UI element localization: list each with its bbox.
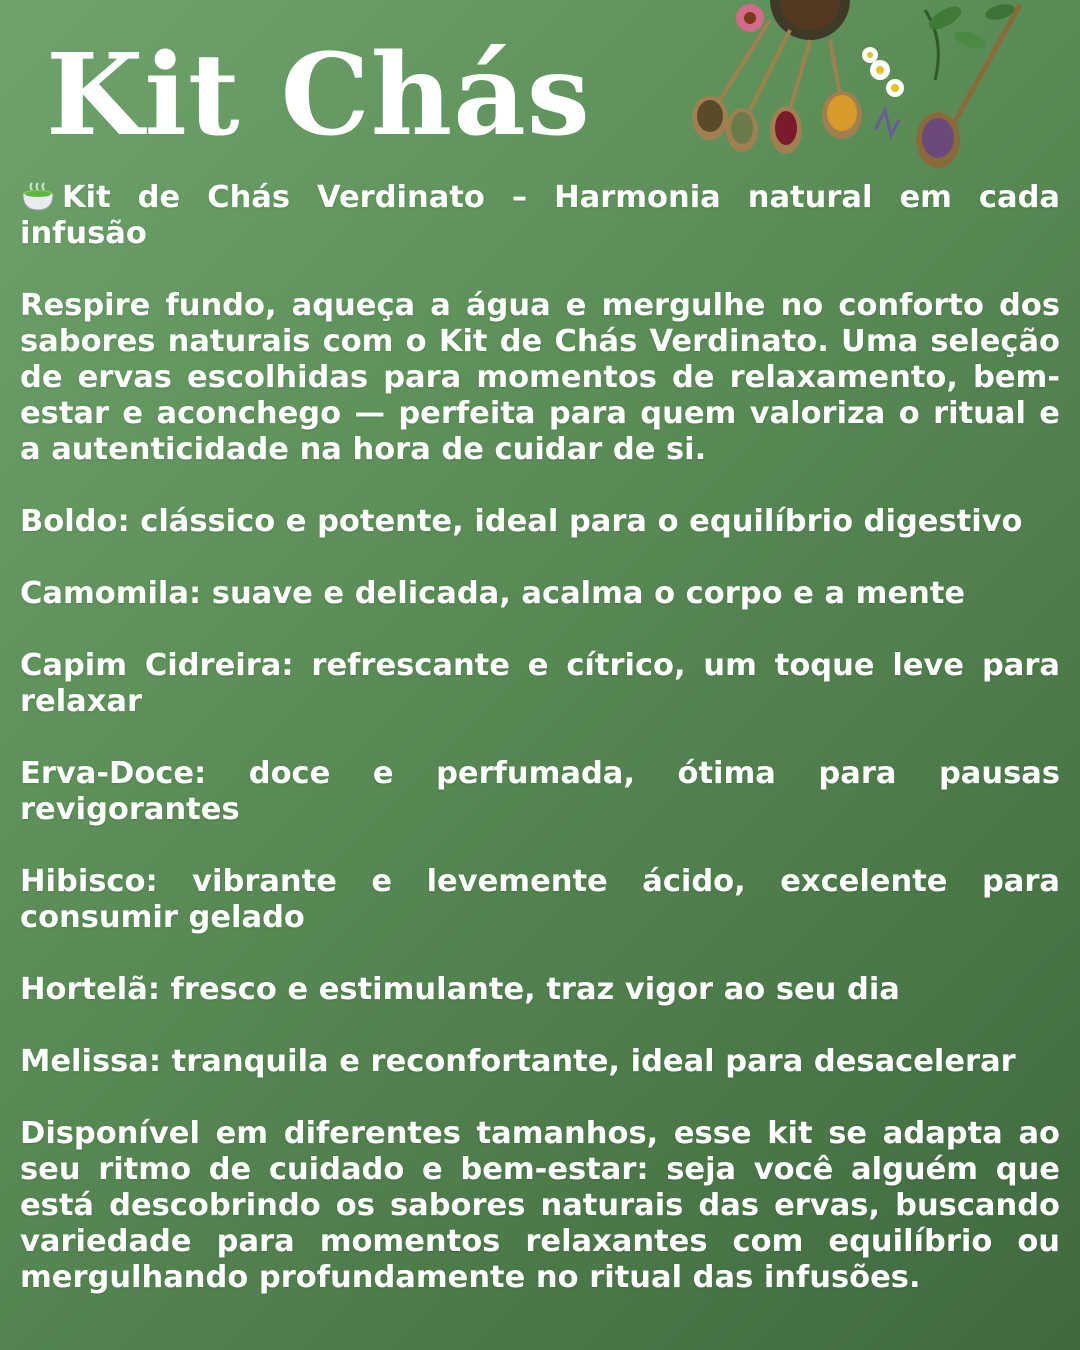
closing-paragraph: Disponível em diferentes tamanhos, esse kit se adapta ao seu ritmo de cuidado e bem-estar: seja você alguém que está descobrindo os sabores naturais das ervas, buscando variedade para momentos relaxantes com equilíbrio ou mergulhando profundamente no ritual das infusões. bbox=[20, 1116, 1060, 1295]
green-tea-cup-icon bbox=[20, 182, 56, 212]
tea-item-camomila: Camomila: suave e delicada, acalma o corpo e a mente bbox=[20, 576, 966, 611]
tea-item-hortela: Hortelã: fresco e estimulante, traz vigor ao seu dia bbox=[20, 972, 900, 1007]
tea-item-hibisco: Hibisco: vibrante e levemente ácido, excelente para consumir gelado bbox=[20, 864, 1060, 935]
tea-item-melissa: Melissa: tranquila e reconfortante, ideal para desacelerar bbox=[20, 1044, 1016, 1079]
tea-item-capim-cidreira: Capim Cidreira: refrescante e cítrico, um toque leve para relaxar bbox=[20, 648, 1060, 719]
headline-text: Kit de Chás Verdinato – Harmonia natural em cada infusão bbox=[20, 180, 1060, 251]
intro-paragraph: Respire fundo, aqueça a água e mergulhe no conforto dos sabores naturais com o Kit de Chás Verdinato. Uma seleção de ervas escolhidas para momentos de relaxamento, bem-estar e aconchego — perfeita para quem valoriza o ritual e a autenticidade na hora de cuidar de si. bbox=[20, 288, 1060, 467]
herb-spoons-illustration bbox=[680, 0, 1080, 178]
tea-item-erva-doce: Erva-Doce: doce e perfumada, ótima para pausas revigorantes bbox=[20, 756, 1060, 827]
page-title: Kit Chás bbox=[46, 30, 591, 161]
description-text bbox=[20, 180, 1060, 1296]
headline bbox=[20, 180, 1060, 252]
tea-item-boldo: Boldo: clássico e potente, ideal para o equilíbrio digestivo bbox=[20, 504, 1023, 539]
